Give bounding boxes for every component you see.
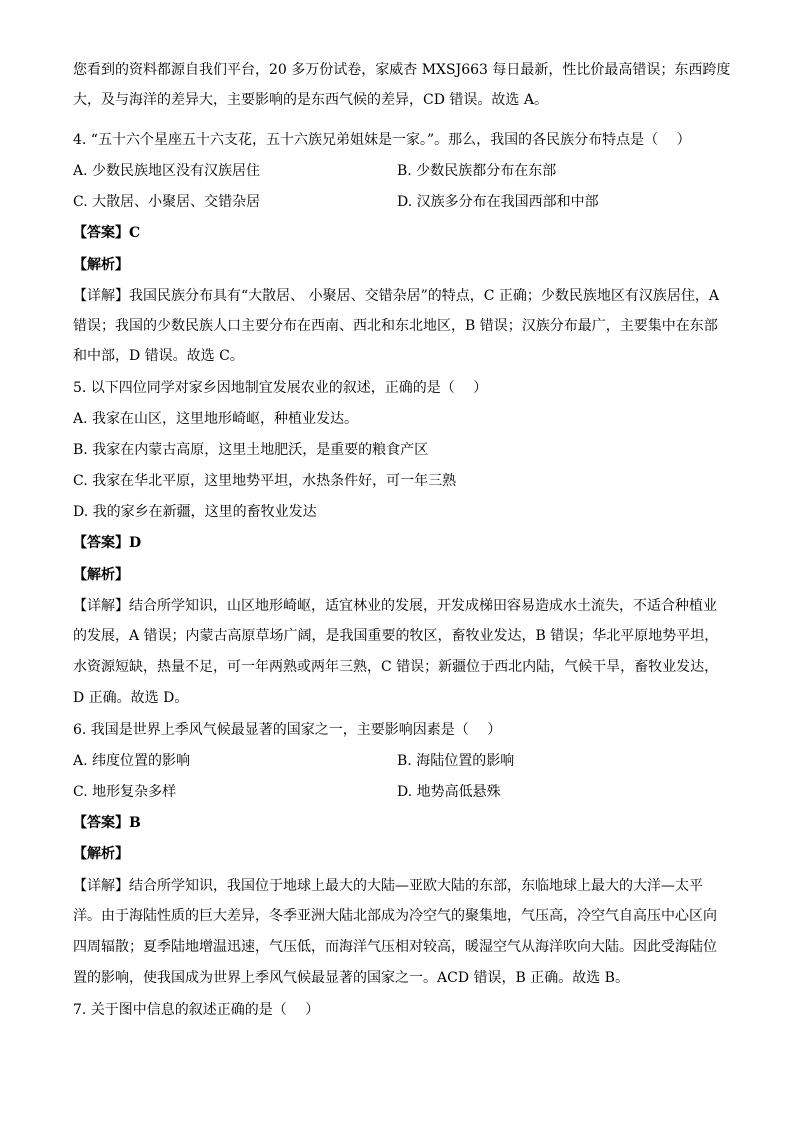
- explanation-line: 置的影响，使我国成为世界上季风气候最显著的国家之一。ACD 错误，B 正确。故选 B。: [73, 970, 629, 986]
- analysis-label: 【解析】: [73, 846, 129, 862]
- option-d: D. 地势高低悬殊: [397, 784, 501, 800]
- text-line: 您看到的资料都源自我们平台，20 多万份试卷，家威杏 MXSJ663 每日最新，性比价最高错误；东西跨度: [73, 62, 731, 78]
- question-7-stem: 7. 关于图中信息的叙述正确的是（ ）: [73, 1002, 320, 1018]
- option-c: C. 我家在华北平原，这里地势平坦，水热条件好，可一年三熟: [73, 473, 457, 489]
- option-d: D. 我的家乡在新疆，这里的畜牧业发达: [73, 504, 317, 520]
- explanation-line: 水资源短缺，热量不足，可一年两熟或两年三熟，C 错误；新疆位于西北内陆，气候干旱，畜牧业发达，: [73, 659, 719, 675]
- question-4-stem: 4. “五十六个星座五十六支花，五十六族兄弟姐妹是一家。”。那么，我国的各民族分布特点是（ ）: [73, 132, 691, 148]
- question-5-stem: 5. 以下四位同学对家乡因地制宜发展农业的叙述，正确的是（ ）: [73, 380, 488, 396]
- explanation-line: 【详解】结合所学知识，山区地形崎岖，适宜林业的发展，开发成梯田容易造成水土流失，不适合种植业: [73, 598, 717, 614]
- analysis-label: 【解析】: [73, 257, 129, 273]
- explanation-line: D 正确。故选 D。: [73, 690, 189, 706]
- explanation-line: 四周辐散；夏季陆地增温迅速，气压低，而海洋气压相对较高，暖湿空气从海洋吹向大陆。因此受海陆位: [73, 939, 717, 955]
- option-a: A. 我家在山区，这里地形崎岖，种植业发达。: [73, 411, 359, 427]
- option-b: B. 海陆位置的影响: [397, 753, 515, 769]
- answer-label: 【答案】C: [73, 225, 141, 241]
- answer-label: 【答案】B: [73, 815, 141, 831]
- option-d: D. 汉族多分布在我国西部和中部: [397, 194, 599, 210]
- option-c: C. 大散居、小聚居、交错杂居: [73, 194, 261, 210]
- option-a: A. 纬度位置的影响: [73, 753, 191, 769]
- question-6-stem: 6. 我国是世界上季风气候最显著的国家之一，主要影响因素是（ ）: [73, 722, 502, 738]
- option-c: C. 地形复杂多样: [73, 784, 177, 800]
- explanation-line: 的发展，A 错误；内蒙古高原草场广阔，是我国重要的牧区，畜牧业发达，B 错误；华北平原地势平坦，: [73, 628, 719, 644]
- text-line: 大，及与海洋的差异大，主要影响的是东西气候的差异，CD 错误。故选 A。: [73, 92, 548, 108]
- option-a: A. 少数民族地区没有汉族居住: [73, 163, 261, 179]
- answer-label: 【答案】D: [73, 535, 142, 551]
- option-b: B. 少数民族都分布在东部: [397, 163, 557, 179]
- explanation-line: 和中部，D 错误。故选 C。: [73, 348, 244, 364]
- analysis-label: 【解析】: [73, 567, 129, 583]
- explanation-line: 【详解】结合所学知识，我国位于地球上最大的大陆—亚欧大陆的东部，东临地球上最大的大洋—太平: [73, 878, 703, 894]
- option-b: B. 我家在内蒙古高原，这里土地肥沃，是重要的粮食产区: [73, 442, 429, 458]
- explanation-line: 错误；我国的少数民族人口主要分布在西南、西北和东北地区，B 错误；汉族分布最广，主要集中在东部: [73, 318, 718, 334]
- explanation-line: 【详解】我国民族分布具有“大散居、 小聚居、交错杂居”的特点，C 正确；少数民族地区有汉族居住，A: [73, 288, 720, 304]
- explanation-line: 洋。由于海陆性质的巨大差异，冬季亚洲大陆北部成为冷空气的聚集地，气压高，冷空气自高压中心区向: [73, 908, 717, 924]
